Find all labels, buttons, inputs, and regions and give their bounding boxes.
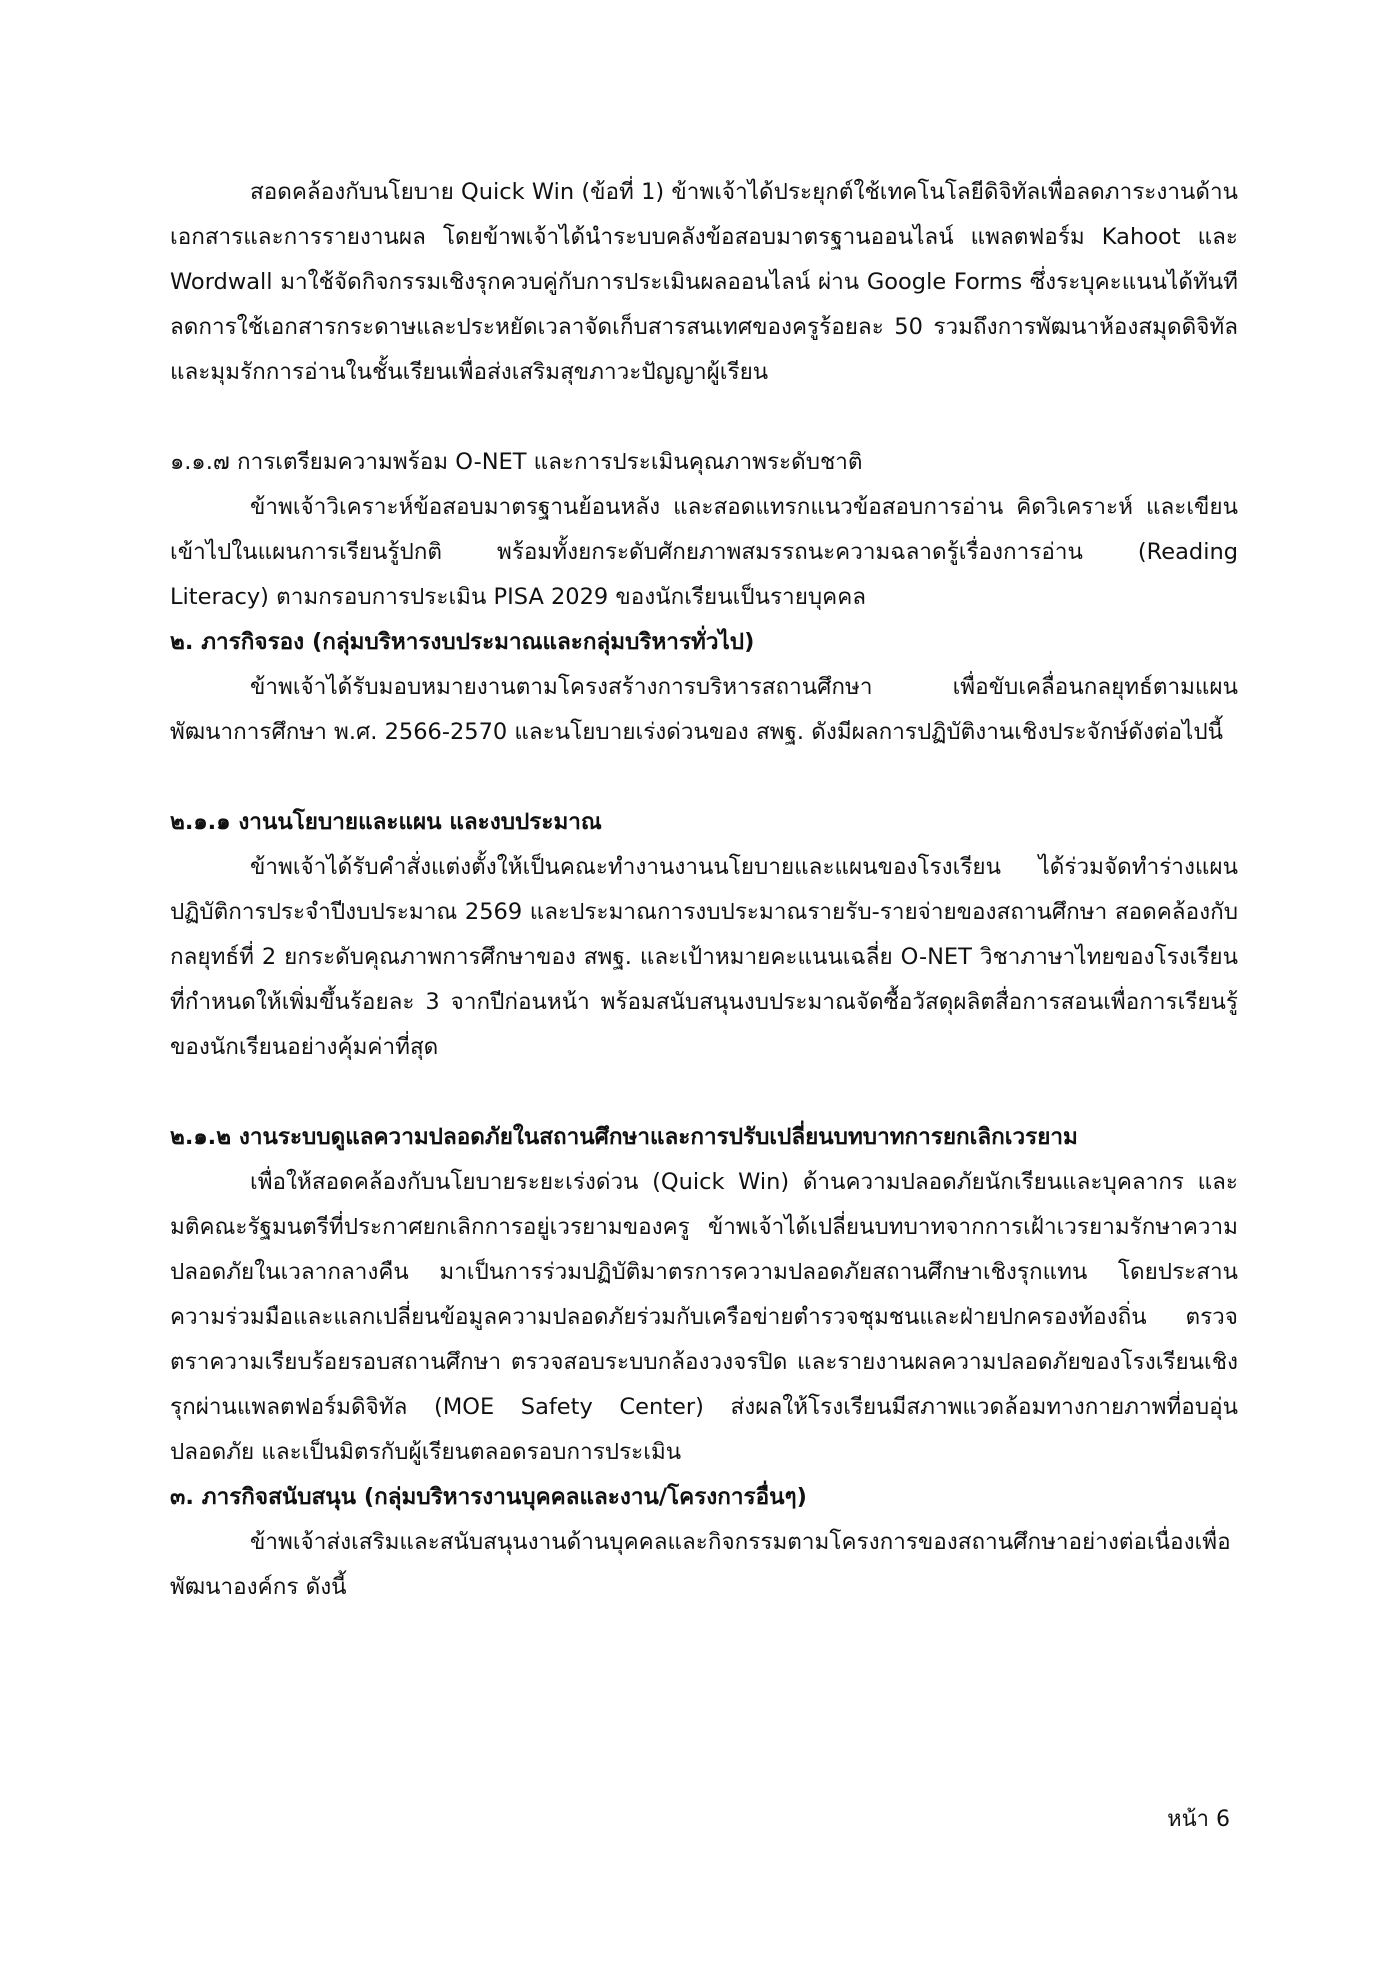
paragraph-secondary-mission: ข้าพเจ้าได้รับมอบหมายงานตามโครงสร้างการบริหารสถานศึกษา เพื่อขับเคลื่อนกลยุทธ์ตามแผนพัฒนาการศึกษา พ.ศ. 2566-2570 และนโยบายเร่งด่วนของ สพฐ. ดังมีผลการปฏิบัติงานเชิงประจักษ์ดังต่อไปนี้ — [170, 674, 1238, 745]
paragraph-support-mission: ข้าพเจ้าส่งเสริมและสนับสนุนงานด้านบุคคลและกิจกรรมตามโครงการของสถานศึกษาอย่างต่อเนื่องเพื่อพัฒนาองค์กร ดังนี้ — [170, 1529, 1231, 1600]
paragraph-gap — [170, 395, 1238, 440]
paragraph-gap — [170, 1070, 1238, 1115]
page-number: หน้า 6 — [1167, 1807, 1230, 1832]
paragraph-policy-budget: ข้าพเจ้าได้รับคำสั่งแต่งตั้งให้เป็นคณะทำงานงานนโยบายและแผนของโรงเรียน ได้ร่วมจัดทำร่างแผนปฏิบัติการประจำปีงบประมาณ 2569 และประมาณการงบประมาณรายรับ-รายจ่ายของสถานศึกษา สอดคล้องกับกลยุทธ์ที่ 2 ยกระดับคุณภาพการศึกษาของ สพฐ. และเป้าหมายคะแนนเฉลี่ย O-NET วิชาภาษาไทยของโรงเรียนที่กำหนดให้เพิ่มขึ้นร้อยละ 3 จากปีก่อนหน้า พร้อมสนับสนุนงบประมาณจัดซื้อวัสดุผลิตสื่อการสอนเพื่อการเรียนรู้ของนักเรียนอย่างคุ้มค่าที่สุด — [170, 854, 1238, 1060]
heading-section-2: ๒. ภารกิจรอง (กลุ่มบริหารงบประมาณและกลุ่มบริหารทั่วไป) — [170, 629, 755, 655]
heading-2-1-1: ๒.๑.๑ งานนโยบายและแผน และงบประมาณ — [170, 809, 602, 835]
paragraph-gap — [170, 755, 1238, 800]
paragraph-school-safety: เพื่อให้สอดคล้องกับนโยบายระยะเร่งด่วน (Quick Win) ด้านความปลอดภัยนักเรียนและบุคลากร และมติคณะรัฐมนตรีที่ประกาศยกเลิกการอยู่เวรยามของครู ข้าพเจ้าได้เปลี่ยนบทบาทจากการเฝ้าเวรยามรักษาความปลอดภัยในเวลากลางคืน มาเป็นการร่วมปฏิบัติมาตรการความปลอดภัยสถานศึกษาเชิงรุกแทน โดยประสานความร่วมมือและแลกเปลี่ยนข้อมูลความปลอดภัยร่วมกับเครือข่ายตำรวจชุมชนและฝ่ายปกครองท้องถิ่น ตรวจตราความเรียบร้อยรอบสถานศึกษา ตรวจสอบระบบกล้องวงจรปิด และรายงานผลความปลอดภัยของโรงเรียนเชิงรุกผ่านแพลตฟอร์มดิจิทัล (MOE Safety Center) ส่งผลให้โรงเรียนมีสภาพแวดล้อมทางกายภาพที่อบอุ่น ปลอดภัย และเป็นมิตรกับผู้เรียนตลอดรอบการประเมิน — [170, 1169, 1238, 1465]
heading-2-1-2: ๒.๑.๒ งานระบบดูแลความปลอดภัยในสถานศึกษาและการปรับเปลี่ยนบทบาทการยกเลิกเวรยาม — [170, 1124, 1078, 1150]
paragraph-onet-preparation: ข้าพเจ้าวิเคราะห์ข้อสอบมาตรฐานย้อนหลัง และสอดแทรกแนวข้อสอบการอ่าน คิดวิเคราะห์ และเขียน เข้าไปในแผนการเรียนรู้ปกติ พร้อมทั้งยกระดับศักยภาพสมรรถนะความฉลาดรู้เรื่องการอ่าน (Reading Literacy) ตามกรอบการประเมิน PISA 2029 ของนักเรียนเป็นรายบุคคล — [170, 494, 1238, 610]
subheading-1-1-7: ๑.๑.๗ การเตรียมความพร้อม O-NET และการประเมินคุณภาพระดับชาติ — [170, 449, 863, 475]
paragraph-quick-win-digital: สอดคล้องกับนโยบาย Quick Win (ข้อที่ 1) ข้าพเจ้าได้ประยุกต์ใช้เทคโนโลยีดิจิทัลเพื่อลดภาระงานด้านเอกสารและการรายงานผล โดยข้าพเจ้าได้นำระบบคลังข้อสอบมาตรฐานออนไลน์ แพลตฟอร์ม Kahoot และ Wordwall มาใช้จัดกิจกรรมเชิงรุกควบคู่กับการประเมินผลออนไลน์ ผ่าน Google Forms ซึ่งระบุคะแนนได้ทันที ลดการใช้เอกสารกระดาษและประหยัดเวลาจัดเก็บสารสนเทศของครูร้อยละ 50 รวมถึงการพัฒนาห้องสมุดดิจิทัลและมุมรักการอ่านในชั้นเรียนเพื่อส่งเสริมสุขภาวะปัญญาผู้เรียน — [170, 179, 1238, 385]
heading-section-3: ๓. ภารกิจสนับสนุน (กลุ่มบริหารงานบุคคลและงาน/โครงการอื่นๆ) — [170, 1484, 807, 1510]
document-body — [170, 170, 1238, 1610]
